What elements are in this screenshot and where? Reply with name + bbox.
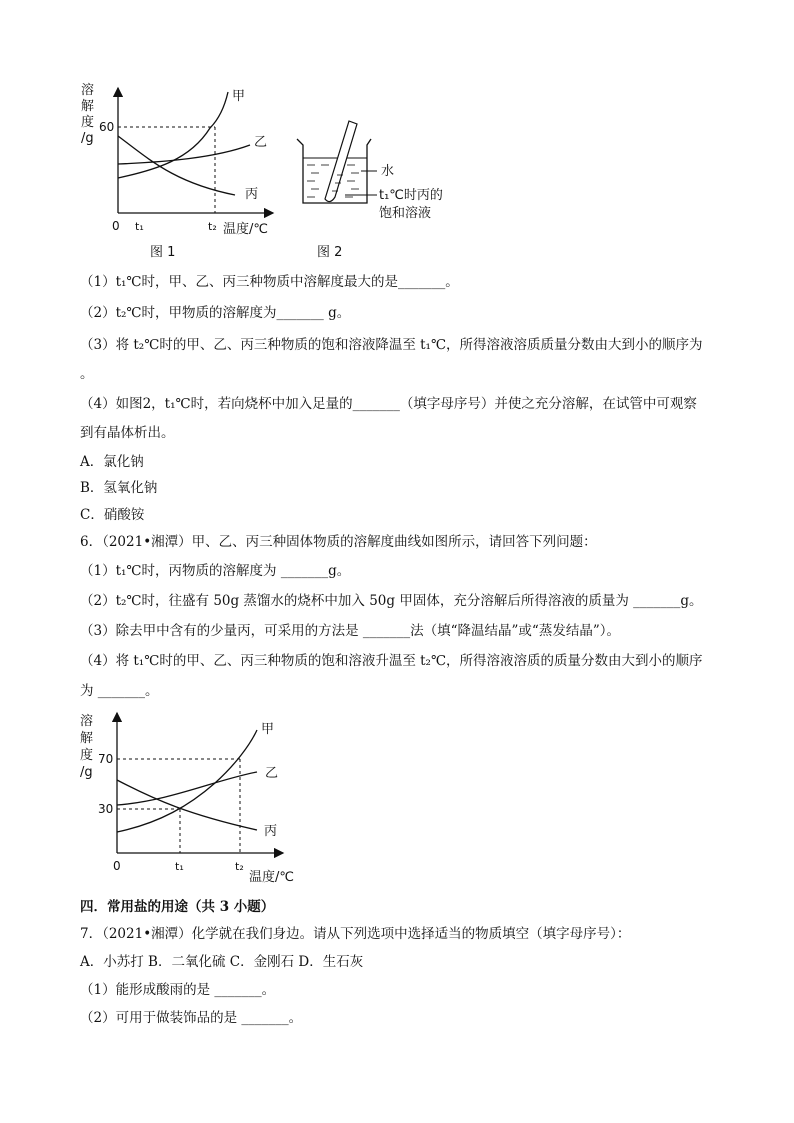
q6-line3: （3）除去甲中含有的少量丙，可采用的方法是 _______法（填“降温结晶”或“蒸发结晶”）。 — [80, 623, 620, 639]
curve-bing — [118, 136, 235, 195]
y-axis-label-4: /g — [81, 131, 94, 146]
curve-jia — [117, 730, 257, 832]
section-4-title: 四．常用盐的用途（共 3 小题） — [80, 899, 275, 915]
label-jia: 甲 — [261, 722, 275, 737]
q7-line2: （2）可用于做装饰品的是 _______。 — [80, 1010, 303, 1026]
figure-2-caption: 图 2 — [317, 245, 343, 260]
tick-60: 60 — [99, 120, 115, 134]
q5-line2: （2）t₂℃时，甲物质的溶解度为_______ g。 — [80, 305, 351, 321]
origin: 0 — [113, 859, 121, 873]
q5-option-a: A．氯化钠 — [80, 454, 144, 470]
curve-jia — [118, 92, 228, 178]
tick-t1: t₁ — [135, 220, 144, 233]
y-axis-label-1: 溶 — [80, 714, 94, 729]
q5-option-c: C．硝酸铵 — [80, 507, 145, 523]
y-axis-label-2: 解 — [80, 731, 94, 746]
y-axis-label-3: 度 — [80, 748, 94, 763]
q5-line4: （4）如图2，t₁℃时，若向烧杯中加入足量的_______（填字母序号）并使之充分溶解，在试管中可观察 — [80, 396, 697, 412]
q7-line1: （1）能形成酸雨的是 _______。 — [80, 982, 276, 998]
q7-options: A．小苏打 B．二氧化硫 C．金刚石 D．生石灰 — [80, 954, 364, 970]
q7-stem: 7．（2021•湘潭）化学就在我们身边。请从下列选项中选择适当的物质填空（填字母序号）： — [80, 926, 631, 942]
label-water: 水 — [381, 164, 395, 179]
y-axis-label-1: 溶 — [81, 83, 95, 98]
label-jia: 甲 — [232, 89, 246, 104]
q5-line3b: 。 — [80, 366, 94, 382]
tick-t2: t₂ — [235, 860, 244, 873]
figure-2-beaker — [285, 115, 460, 265]
figure-1-caption: 图 1 — [150, 245, 176, 260]
tick-t2: t₂ — [208, 220, 217, 233]
curve-bing — [117, 780, 257, 830]
y-axis-label-2: 解 — [81, 99, 95, 114]
q5-option-b: B．氢氧化钠 — [80, 480, 158, 496]
figure-3-solubility-chart — [75, 705, 305, 890]
q6-line2: （2）t₂℃时，往盛有 50g 蒸馏水的烧杯中加入 50g 甲固体，充分溶解后所得溶液的质量为 _______g。 — [80, 593, 703, 609]
curve-yi — [117, 772, 257, 805]
x-axis-label: 温度/℃ — [249, 870, 294, 885]
label-bing: 丙 — [245, 187, 259, 202]
q5-line1: （1）t₁℃时，甲、乙、丙三种物质中溶解度最大的是_______。 — [80, 274, 459, 290]
tick-t1: t₁ — [175, 860, 184, 873]
q6-line4b: 为 _______。 — [80, 683, 159, 699]
tick-30: 30 — [98, 802, 114, 816]
y-axis-label-3: 度 — [81, 115, 95, 130]
q5-line3: （3）将 t₂℃时的甲、乙、丙三种物质的饱和溶液降温至 t₁℃，所得溶液溶质质量分数由大到小的顺序为 — [80, 337, 703, 353]
figure-1-solubility-chart — [75, 80, 290, 265]
q5-line4b: 到有晶体析出。 — [80, 425, 175, 441]
label-yi: 乙 — [254, 135, 268, 150]
y-axis-label-4: /g — [80, 765, 93, 780]
tick-70: 70 — [98, 752, 114, 766]
label-solution-2: 饱和溶液 — [379, 206, 432, 221]
label-bing: 丙 — [264, 824, 278, 839]
q6-line1: （1）t₁℃时，丙物质的溶解度为 _______g。 — [80, 563, 351, 579]
test-tube — [325, 121, 357, 202]
label-solution-1: t₁℃时丙的 — [379, 188, 443, 203]
origin: 0 — [112, 219, 120, 233]
q6-stem: 6．（2021•湘潭）甲、乙、丙三种固体物质的溶解度曲线如图所示，请回答下列问题： — [80, 534, 597, 550]
q6-line4: （4）将 t₁℃时的甲、乙、丙三种物质的饱和溶液升温至 t₂℃，所得溶液溶质的质量分数由大到小的顺序 — [80, 653, 703, 669]
x-axis-label: 温度/℃ — [223, 222, 268, 237]
label-yi: 乙 — [265, 766, 279, 781]
